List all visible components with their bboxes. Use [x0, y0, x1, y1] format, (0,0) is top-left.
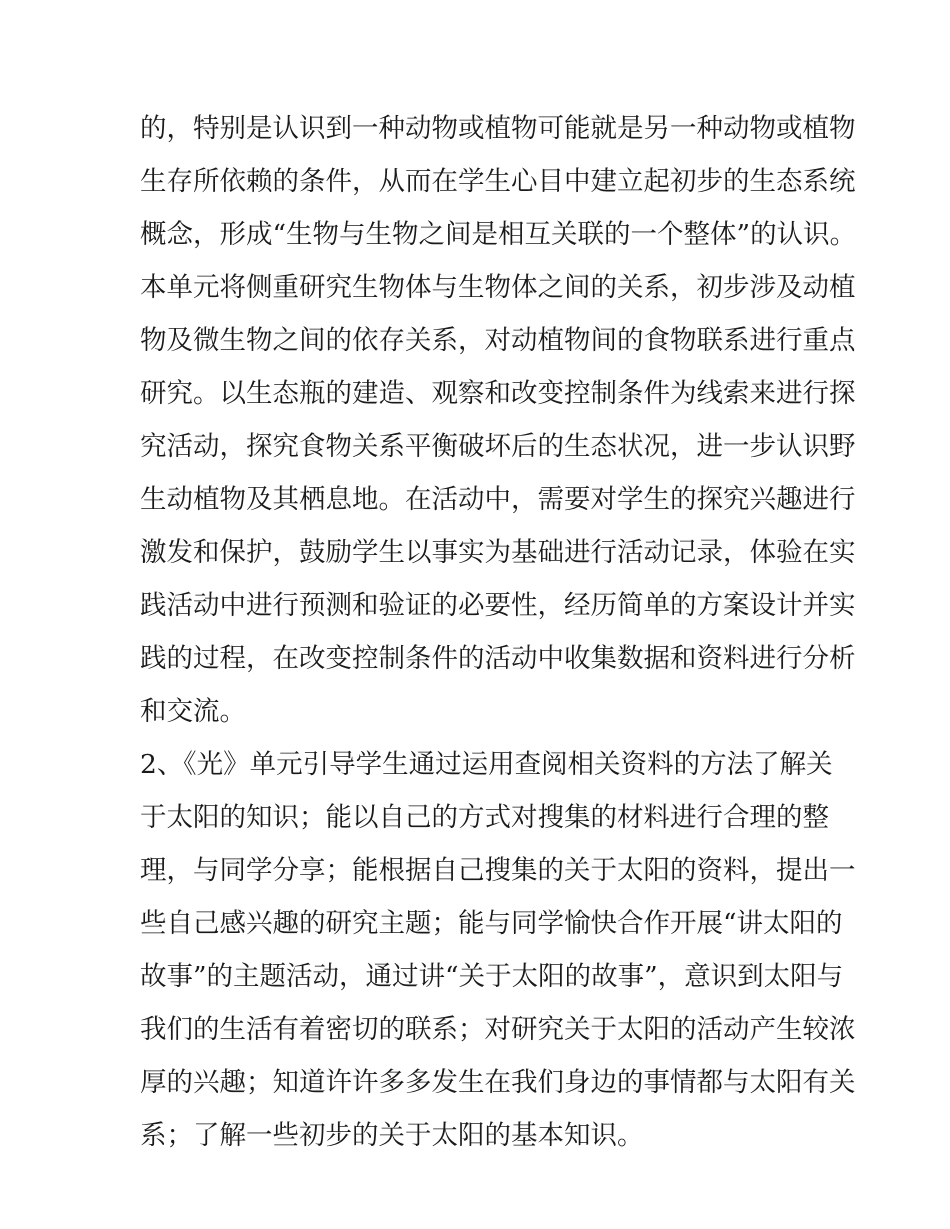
text-line: 概念，形成“生物与生物之间是相互关联的一个整体”的认识。	[140, 219, 857, 250]
text-line: 些自己感兴趣的研究主题；能与同学愉快合作开展“讲太阳的	[140, 908, 843, 939]
text-line: 的，特别是认识到一种动物或植物可能就是另一种动物或植物	[140, 113, 856, 144]
text-line: 物及微生物之间的依存关系，对动植物间的食物联系进行重点	[140, 325, 856, 356]
text-line: 系；了解一些初步的关于太阳的基本知识。	[140, 1120, 644, 1151]
text-line: 我们的生活有着密切的联系；对研究关于太阳的活动产生较浓	[140, 1014, 856, 1045]
text-line: 厚的兴趣；知道许许多多发生在我们身边的事情都与太阳有关	[140, 1067, 856, 1098]
text-line: 于太阳的知识；能以自己的方式对搜集的材料进行合理的整	[140, 802, 829, 833]
text-line: 2、《光》单元引导学生通过运用查阅相关资料的方法了解关	[140, 749, 833, 780]
text-line: 研究。以生态瓶的建造、观察和改变控制条件为线索来进行探	[140, 378, 856, 409]
text-line: 故事”的主题活动，通过讲“关于太阳的故事”，意识到太阳与	[140, 961, 844, 992]
text-line: 本单元将侧重研究生物体与生物体之间的关系，初步涉及动植	[140, 272, 856, 303]
text-line: 理，与同学分享；能根据自己搜集的关于太阳的资料，提出一	[140, 855, 856, 886]
text-line: 和交流。	[140, 696, 246, 727]
text-line: 生动植物及其栖息地。在活动中，需要对学生的探究兴趣进行	[140, 484, 856, 515]
text-line: 激发和保护，鼓励学生以事实为基础进行活动记录，体验在实	[140, 537, 856, 568]
text-line: 践的过程，在改变控制条件的活动中收集数据和资料进行分析	[140, 643, 856, 674]
text-line: 生存所依赖的条件，从而在学生心目中建立起初步的生态系统	[140, 166, 856, 197]
text-line: 究活动，探究食物关系平衡破坏后的生态状况，进一步认识野	[140, 431, 856, 462]
text-line: 践活动中进行预测和验证的必要性，经历简单的方案设计并实	[140, 590, 856, 621]
